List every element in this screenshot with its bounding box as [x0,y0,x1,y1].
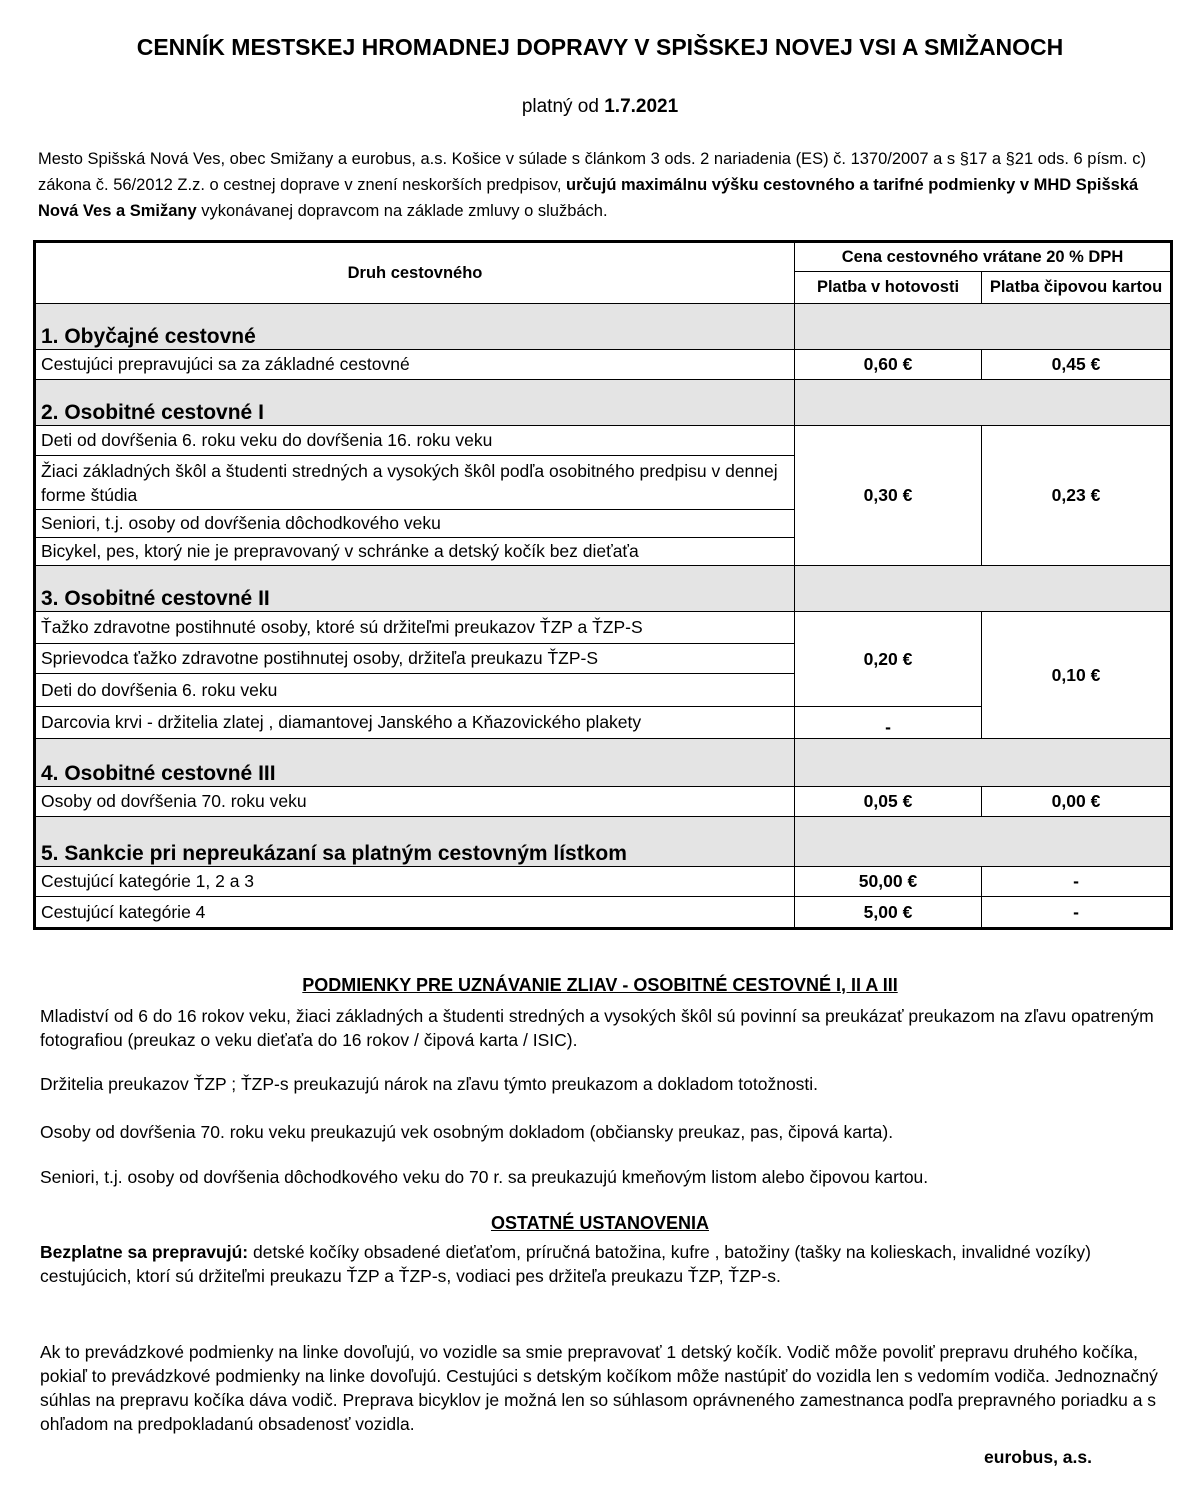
signature: eurobus, a.s. [984,1447,1092,1467]
price-card: - [982,897,1172,929]
price-card: 0,45 € [982,350,1172,380]
section-title: 4. Osobitné cestovné III [35,739,795,787]
price-card: 0,10 € [982,612,1172,739]
table-row-label: Cestujúci prepravujúci sa za základné cestovné [35,350,795,380]
free-transport-text: detské kočíky obsadené dieťaťom, príručná batožina, kufre , batožiny (tašky na kolieskach, invalidné vozíky) cestujúcich, ktorí sú držiteľmi preukazu ŤZP a ŤZP-s, vodiaci pes držiteľa preukazu ŤZP, ŤZP-s. [40,1242,1091,1286]
intro-text-2: vykonávanej dopravcom na základe zmluvy o službách. [196,202,608,220]
price-card: - [982,867,1172,897]
price-cash-blood-donors: - [795,707,982,739]
table-row-label: Ťažko zdravotne postihnuté osoby, ktoré sú držiteľmi preukazov ŤZP a ŤZP-S [35,612,795,644]
table-row-label: Bicykel, pes, ktorý nie je prepravovaný v schránke a detský kočík bez dieťaťa [35,538,795,566]
price-cash: 0,30 € [795,426,982,566]
conditions-paragraph: Seniori, t.j. osoby od dovŕšenia dôchodkového veku do 70 r. sa preukazujú kmeňovým listom alebo čipovou kartou. [40,1167,929,1187]
table-row-label: Sprievodca ťažko zdravotne postihnutej osoby, držiteľa preukazu ŤZP-S [35,644,795,674]
col-header-price-group: Cena cestovného vrátane 20 % DPH [795,242,1172,272]
section-title: 3. Osobitné cestovné II [35,566,795,612]
table-row-label: Darcovia krvi - držitelia zlatej , diamantovej Janského a Kňazovického plakety [35,707,795,739]
price-cash: 0,60 € [795,350,982,380]
table-row-label: Osoby od dovŕšenia 70. roku veku [35,787,795,817]
intro-paragraph [38,146,1158,224]
table-row-label: Cestujúcí kategórie 4 [35,897,795,929]
stroller-paragraph: Ak to prevádzkové podmienky na linke dovoľujú, vo vozidle sa smie prepravovať 1 detský kočík. Vodič môže povoliť prepravu druhého kočíka, pokiaľ to prevádzkové podmienky na linke dovoľujú. Cestujúci s detským kočíkom môže nastúpiť do vozidla len s vedomím vodiča. Jednoznačný súhlas na prepravu kočíka dáva vodič. Preprava bicyklov je možná len so súhlasom oprávneného zamestnanca podľa prepravného poriadku a s ohľadom na predpokladanú obsadenosť vozidla. [40,1342,1158,1434]
free-transport-paragraph [40,1240,1160,1288]
valid-date: 1.7.2021 [604,96,679,117]
section-price-spacer [795,380,1172,426]
col-header-cash: Platba v hotovosti [795,272,982,304]
section-title: 1. Obyčajné cestovné [35,304,795,350]
price-card: 0,00 € [982,787,1172,817]
conditions-paragraph: Držitelia preukazov ŤZP ; ŤZP-s preukazujú nárok na zľavu týmto preukazom a dokladom totožnosti. [40,1074,819,1094]
section-price-spacer [795,566,1172,612]
table-row-label: Deti do dovŕšenia 6. roku veku [35,674,795,707]
conditions-paragraph: Osoby od dovŕšenia 70. roku veku preukazujú vek osobným dokladom (občiansky preukaz, pas, čipová karta). [40,1122,894,1142]
section-title: 2. Osobitné cestovné I [35,380,795,426]
price-cash: 0,05 € [795,787,982,817]
free-transport-label: Bezplatne sa prepravujú: [40,1242,249,1262]
table-row-label: Cestujúcí kategórie 1, 2 a 3 [35,867,795,897]
valid-prefix: platný od [521,96,605,117]
price-cash: 0,20 € [795,612,982,707]
conditions-heading: PODMIENKY PRE UZNÁVANIE ZLIAV - OSOBITNÉ CESTOVNÉ I, II A III [302,975,898,995]
price-cash: 50,00 € [795,867,982,897]
conditions-paragraph: Mladiství od 6 do 16 rokov veku, žiaci základných a študenti stredných a vysokých škôl sú povinní sa preukázať preukazom na zľavu opatreným fotografiou (preukaz o veku dieťaťa do 16 rokov / čipová karta / ISIC). [40,1006,1154,1050]
table-row-label: Deti od dovŕšenia 6. roku veku do dovŕšenia 16. roku veku [35,426,795,456]
price-cash: 5,00 € [795,897,982,929]
section-title: 5. Sankcie pri nepreukázaní sa platným cestovným lístkom [35,817,795,867]
other-provisions-heading: OSTATNÉ USTANOVENIA [490,1213,709,1233]
table-row-label: Seniori, t.j. osoby od dovŕšenia dôchodkového veku [35,510,795,538]
document-title: CENNÍK MESTSKEJ HROMADNEJ DOPRAVY V SPIŠSKEJ NOVEJ VSI A SMIŽANOCH [136,34,1064,60]
col-header-card: Platba čipovou kartou [982,272,1172,304]
tariff-table [33,240,1173,930]
intro-text-1: Mesto Spišská Nová Ves, obec Smižany a eurobus, a.s. Košice v súlade s článkom 3 ods. 2 nariadenia (ES) č. 1370/2007 a s §17 a §21 ods. 6 písm. c) zákona č. 56/2012 Z.z. o cestnej doprave v znení neskorších predpisov, [38,150,1146,194]
intro-text-bold: určujú maximálnu výšku cestovného a tarifné podmienky v MHD Spišská Nová Ves a Smižany [38,176,1139,220]
valid-from [0,96,1200,118]
section-price-spacer [795,817,1172,867]
section-price-spacer [795,739,1172,787]
price-card: 0,23 € [982,426,1172,566]
table-row-label: Žiaci základných škôl a študenti stredných a vysokých škôl podľa osobitného predpisu v dennej forme štúdia [35,456,795,510]
section-price-spacer [795,304,1172,350]
col-header-type: Druh cestovného [35,242,795,304]
